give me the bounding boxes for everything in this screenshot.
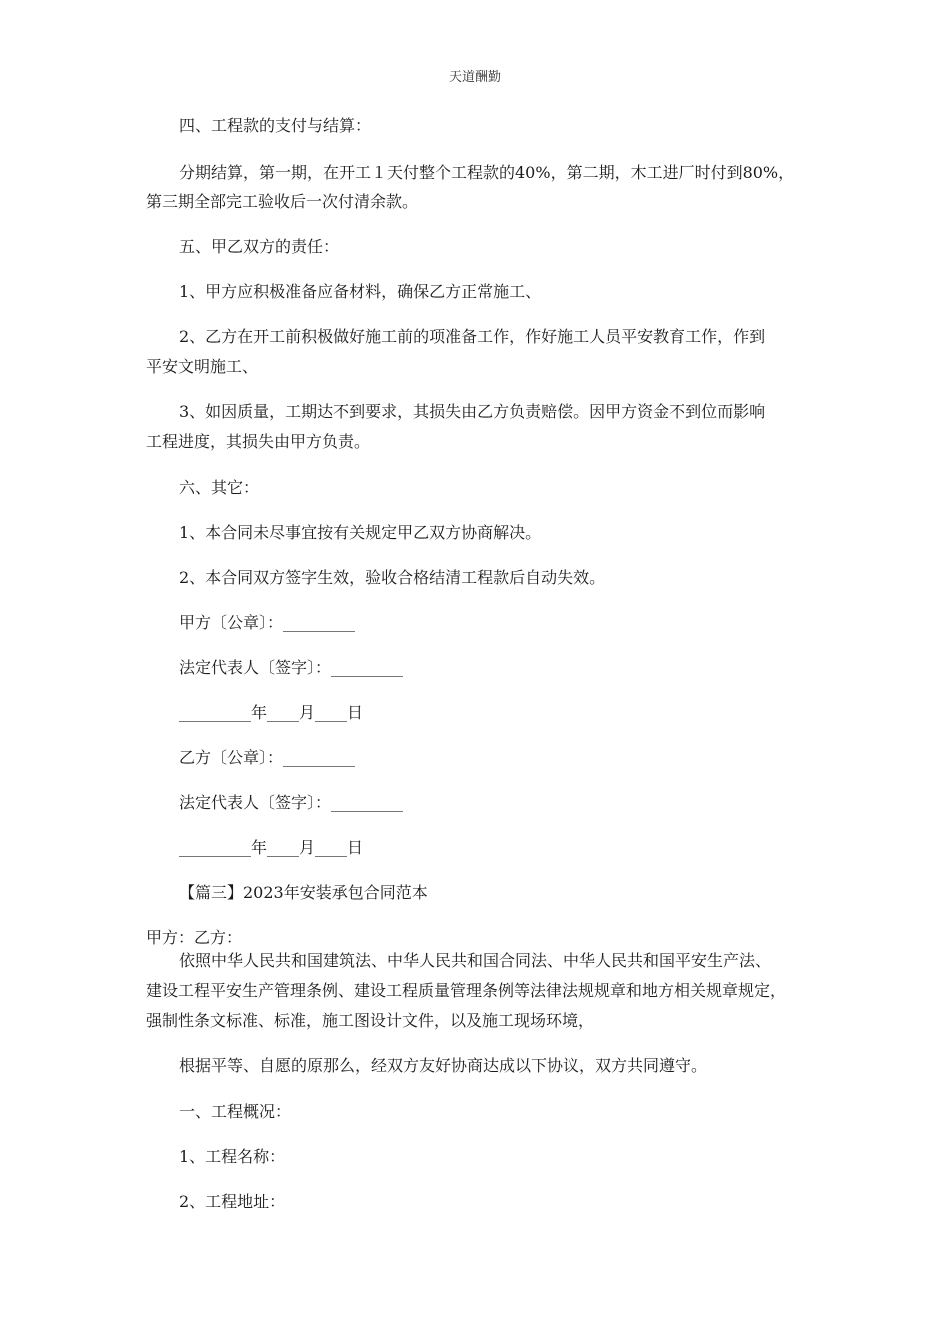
legal-basis-line-2: 建设工程平安生产管理条例、建设工程质量管理条例等法律法规规章和地方相关规章规定， [146,981,787,1000]
parties-line: 甲方：乙方： [146,928,243,947]
section-5-item-1: 1、甲方应积极准备应备材料，确保乙方正常施工、 [179,282,542,301]
legal-basis-line-1: 依照中华人民共和国建筑法、中华人民共和国合同法、中华人民共和国平安生产法、 [179,951,772,970]
section-5-item-2-line-2: 平安文明施工、 [146,357,259,376]
section-6-item-1: 1、本合同未尽事宜按有关规定甲乙双方协商解决。 [179,523,542,542]
section-6-title: 六、其它： [179,478,260,497]
section-4-title: 四、工程款的支付与结算： [179,116,372,135]
part-3-title: 【篇三】2023年安装承包合同范本 [179,883,428,902]
section-4-text-line-2: 第三期全部完工验收后一次付清余款。 [146,192,419,211]
party-b-representative-line: 法定代表人〔签字〕：_________ [179,793,404,812]
party-a-seal-line: 甲方〔公章〕：_________ [179,613,356,632]
section-5-item-3-line-2: 工程进度，其损失由甲方负责。 [146,432,371,451]
section-5-item-3-line-1: 3、如因质量，工期达不到要求，其损失由乙方负责赔偿。因甲方资金不到位而影响 [179,402,766,421]
party-b-seal-line: 乙方〔公章〕：_________ [179,748,356,767]
section-5-title: 五、甲乙双方的责任： [179,237,340,256]
project-overview-title: 一、工程概况： [179,1102,292,1121]
principle-paragraph: 根据平等、自愿的原那么，经双方友好协商达成以下协议，双方共同遵守。 [179,1056,708,1075]
section-4-text-line-1: 分期结算，第一期，在开工１天付整个工程款的40%，第二期，木工进厂时付到80%， [179,163,795,182]
party-a-date-line: _________年____月____日 [179,703,364,722]
section-5-item-2-line-1: 2、乙方在开工前积极做好施工前的项准备工作，作好施工人员平安教育工作，作到 [179,327,766,346]
page-header: 天道酬勤 [448,70,501,85]
project-address-line: 2、工程地址： [179,1192,286,1211]
legal-basis-line-3: 强制性条文标准、标准，施工图设计文件，以及施工现场环境， [146,1011,595,1030]
party-b-date-line: _________年____月____日 [179,838,364,857]
section-6-item-2: 2、本合同双方签字生效，验收合格结清工程款后自动失效。 [179,568,606,587]
party-a-representative-line: 法定代表人〔签字〕：_________ [179,658,404,677]
project-name-line: 1、工程名称： [179,1147,286,1166]
